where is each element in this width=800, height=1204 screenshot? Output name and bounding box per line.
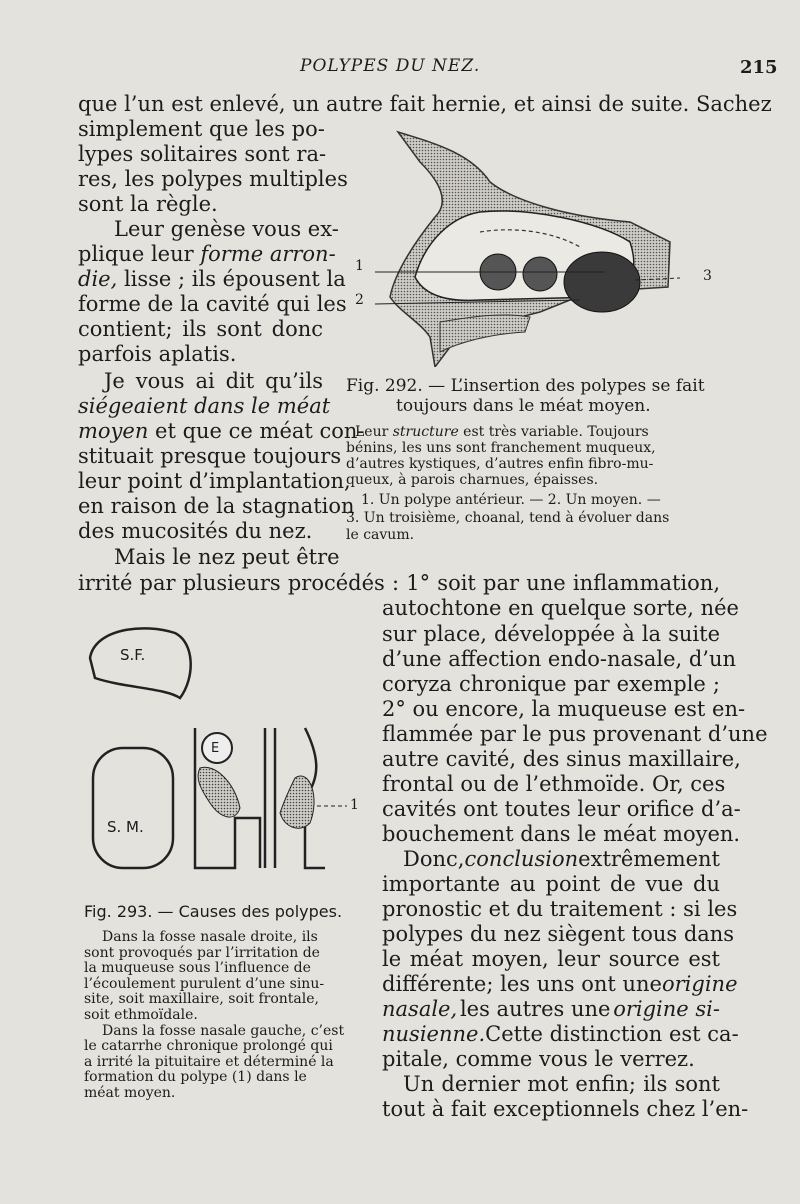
text-segment: lisse ; ils épousent la [117, 267, 346, 291]
palate-shape [440, 315, 530, 352]
desc-line: la muqueuse sous l’influence de [84, 960, 311, 977]
text-italic: forme arron- [200, 242, 336, 266]
running-title: POLYPES DU NEZ. [300, 56, 481, 76]
text-line: Un dernier mot enfin; ils sont [403, 1072, 720, 1096]
text-line: coryza chronique par exemple ; [382, 672, 720, 696]
fig293-label-sm: S. M. [107, 818, 144, 836]
desc-line: méat moyen. [84, 1084, 176, 1101]
fig292-desc: d’autres kystiques, d’autres enfin fibro-mu- [346, 456, 654, 472]
text-line [78, 242, 336, 267]
text-line: autre cavité, des sinus maxillaire, [382, 747, 741, 771]
septum-outline [265, 728, 275, 868]
text-line: le méat moyen, leur source est [382, 947, 720, 971]
text-line: pitale, comme vous le verrez. [382, 1047, 695, 1071]
text-segment: Cette distinction est ca- [485, 1022, 739, 1046]
text-italic: origine si- [613, 997, 720, 1021]
text-line [382, 1022, 739, 1047]
text-italic: structure [392, 424, 459, 440]
text-line: contient; ils sont donc [78, 317, 323, 341]
polyp-right-1 [198, 767, 240, 817]
fig293-label-e: E [211, 741, 220, 756]
text-line: Je vous ai dit qu’ils [104, 369, 323, 393]
text-line: sont la règle. [78, 192, 218, 216]
text-line: cavités ont toutes leur orifice d’a- [382, 797, 741, 821]
text-line: Mais le nez peut être [114, 545, 340, 569]
text-italic: moyen [78, 419, 149, 443]
text-line: leur point d’implantation, [78, 469, 351, 493]
text-line [382, 997, 720, 1022]
text-italic: nasale, [382, 997, 458, 1021]
text-italic: conclusion [464, 847, 579, 871]
text-line: des mucosités du nez. [78, 519, 313, 543]
desc-line: soit ethmoïdale. [84, 1006, 198, 1023]
fig293-label-sf: S.F. [120, 646, 146, 664]
text-segment: Leur [355, 424, 393, 440]
text-line: stituait presque toujours [78, 444, 342, 468]
fig292-desc: 1. Un polype antérieur. — 2. Un moyen. — [361, 492, 661, 508]
fig292-label-1: 1 [355, 258, 364, 274]
text-segment: plique leur [78, 242, 201, 266]
fig293-caption: Fig. 293. — Causes des polypes. [84, 902, 343, 921]
text-line [382, 972, 738, 997]
text-line: parfois aplatis. [78, 342, 237, 366]
text-italic: origine [661, 972, 738, 996]
text-line: polypes du nez siègent tous dans [382, 922, 735, 946]
figure-292-illustration [340, 122, 700, 367]
text-line: importante au point de vue du [382, 872, 720, 896]
text-line: irrité par plusieurs procédés : 1° soit par une inflammation, [78, 571, 720, 595]
text-line: sur place, développée à la suite [382, 622, 720, 646]
polyp-2 [523, 257, 557, 291]
text-line: res, les polypes multiples [78, 167, 348, 191]
text-line: en raison de la stagnation [78, 494, 355, 518]
desc-line: le catarrhe chronique prolongé qui [84, 1038, 333, 1055]
text-segment: extrêmement [578, 847, 720, 871]
text-line: bouchement dans le méat moyen. [382, 822, 741, 846]
desc-line: a irrité la pituitaire et déterminé la [84, 1053, 334, 1070]
text-line: que l’un est enlevé, un autre fait hernie, et ainsi de suite. Sachez [78, 92, 772, 116]
maxillary-sinus-outline [93, 748, 173, 868]
desc-line: site, soit maxillaire, soit frontale, [84, 991, 319, 1008]
text-segment: est très variable. Toujours [458, 424, 649, 440]
fig292-desc [355, 424, 649, 440]
text-line: 2° ou encore, la muqueuse est en- [382, 697, 746, 721]
desc-line: Dans la fosse nasale droite, ils [102, 929, 318, 945]
text-line: tout à fait exceptionnels chez l’en- [382, 1097, 749, 1121]
desc-line: l’écoulement purulent d’une sinu- [84, 975, 325, 992]
text-segment: différente; les uns ont une [382, 972, 662, 996]
text-line [78, 267, 346, 292]
text-line: frontal ou de l’ethmoïde. Or, ces [382, 772, 726, 796]
fig293-desc-1 [84, 930, 360, 1102]
text-line: simplement que les po- [78, 117, 325, 141]
text-segment: les autres une [459, 997, 611, 1021]
text-segment: et que ce méat con- [148, 419, 365, 443]
desc-line: formation du polype (1) dans le [84, 1069, 307, 1086]
text-italic: die, [78, 267, 118, 291]
fig292-desc: 3. Un troisième, choanal, tend à évoluer dans [346, 510, 670, 526]
page-number: 215 [740, 57, 778, 78]
text-segment: Donc, [403, 847, 465, 871]
text-line: lypes solitaires sont ra- [78, 142, 327, 166]
fig292-caption: Fig. 292. — L’insertion des polypes se fait [346, 376, 705, 396]
fig292-desc: le cavum. [346, 527, 415, 543]
polyp-3-choanal [564, 252, 640, 312]
fig292-label-3: 3 [703, 268, 712, 284]
desc-line: sont provoqués par l’irritation de [84, 944, 320, 961]
fig293-label-1: 1 [350, 797, 359, 813]
fig292-caption: toujours dans le méat moyen. [396, 396, 651, 416]
text-italic: nusienne. [382, 1022, 486, 1046]
fig292-desc: queux, à parois charnues, épaisses. [346, 472, 599, 488]
text-line: pronostic et du traitement : si les [382, 897, 738, 921]
desc-line: Dans la fosse nasale gauche, c’est [102, 1022, 345, 1039]
polyp-left-1 [280, 776, 314, 828]
fig292-desc: bénins, les uns sont franchement muqueux, [346, 440, 656, 456]
text-line: siégeaient dans le méat [78, 394, 331, 418]
text-line: Leur genèse vous ex- [114, 217, 339, 241]
text-line: autochtone en quelque sorte, née [382, 596, 739, 620]
text-line: d’une affection endo-nasale, d’un [382, 647, 737, 671]
text-line: flammée par le pus provenant d’une [382, 722, 768, 746]
text-line: forme de la cavité qui les [78, 292, 347, 316]
fig292-label-2: 2 [355, 292, 364, 308]
text-line [403, 847, 720, 872]
text-line [78, 419, 365, 444]
